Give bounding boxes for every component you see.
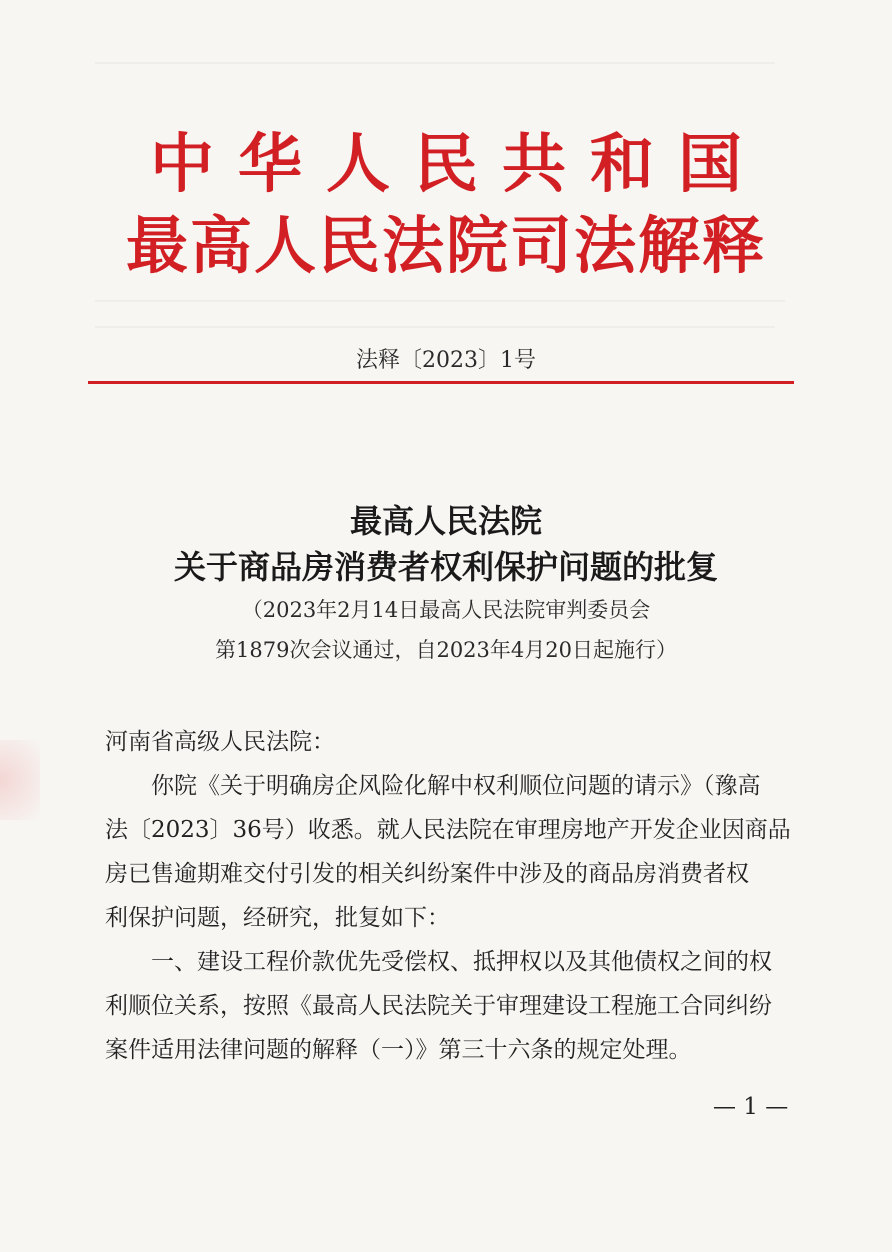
paragraph-line: 一、建设工程价款优先受偿权、抵押权以及其他债权之间的权: [151, 949, 772, 975]
adoption-note-line-2: 第1879次会议通过，自2023年4月20日起施行）: [215, 638, 677, 662]
red-divider-rule: [88, 381, 794, 384]
paragraph-line: 法〔2023〕36号）收悉。就人民法院在审理房地产开发企业因商品: [105, 817, 791, 843]
header-title-line-2: 最高人民法院司法解释: [125, 209, 766, 282]
paragraph-1: [105, 764, 805, 940]
paragraph-line: 利顺位关系，按照《最高人民法院关于审理建设工程施工合同纠纷: [105, 993, 772, 1019]
document-title-line-2: 关于商品房消费者权利保护问题的批复: [173, 548, 718, 586]
bleed-through-line: [95, 326, 775, 328]
bleed-through-line: [95, 300, 785, 302]
paragraph-line: 你院《关于明确房企风险化解中权利顺位问题的请示》（豫高: [151, 773, 761, 799]
bleed-through-line: [95, 62, 775, 64]
paragraph-line: 案件适用法律问题的解释（一）》第三十六条的规定处理。: [105, 1037, 692, 1063]
edge-smudge: [0, 740, 40, 820]
header-title-line-1: 中华人民共和国: [150, 128, 766, 202]
page-number: — 1 —: [713, 1094, 789, 1120]
paragraph-2: [105, 940, 805, 1072]
document-number: 法释〔2023〕1号: [356, 348, 536, 373]
document-title-line-1: 最高人民法院: [349, 502, 542, 540]
paragraph-line: 房已售逾期难交付引发的相关纠纷案件中涉及的商品房消费者权: [105, 861, 749, 887]
addressee: 河南省高级人民法院：: [105, 729, 335, 755]
adoption-note-line-1: （2023年2月14日最高人民法院审判委员会: [241, 598, 651, 622]
paragraph-line: 利保护问题，经研究，批复如下：: [105, 905, 450, 931]
